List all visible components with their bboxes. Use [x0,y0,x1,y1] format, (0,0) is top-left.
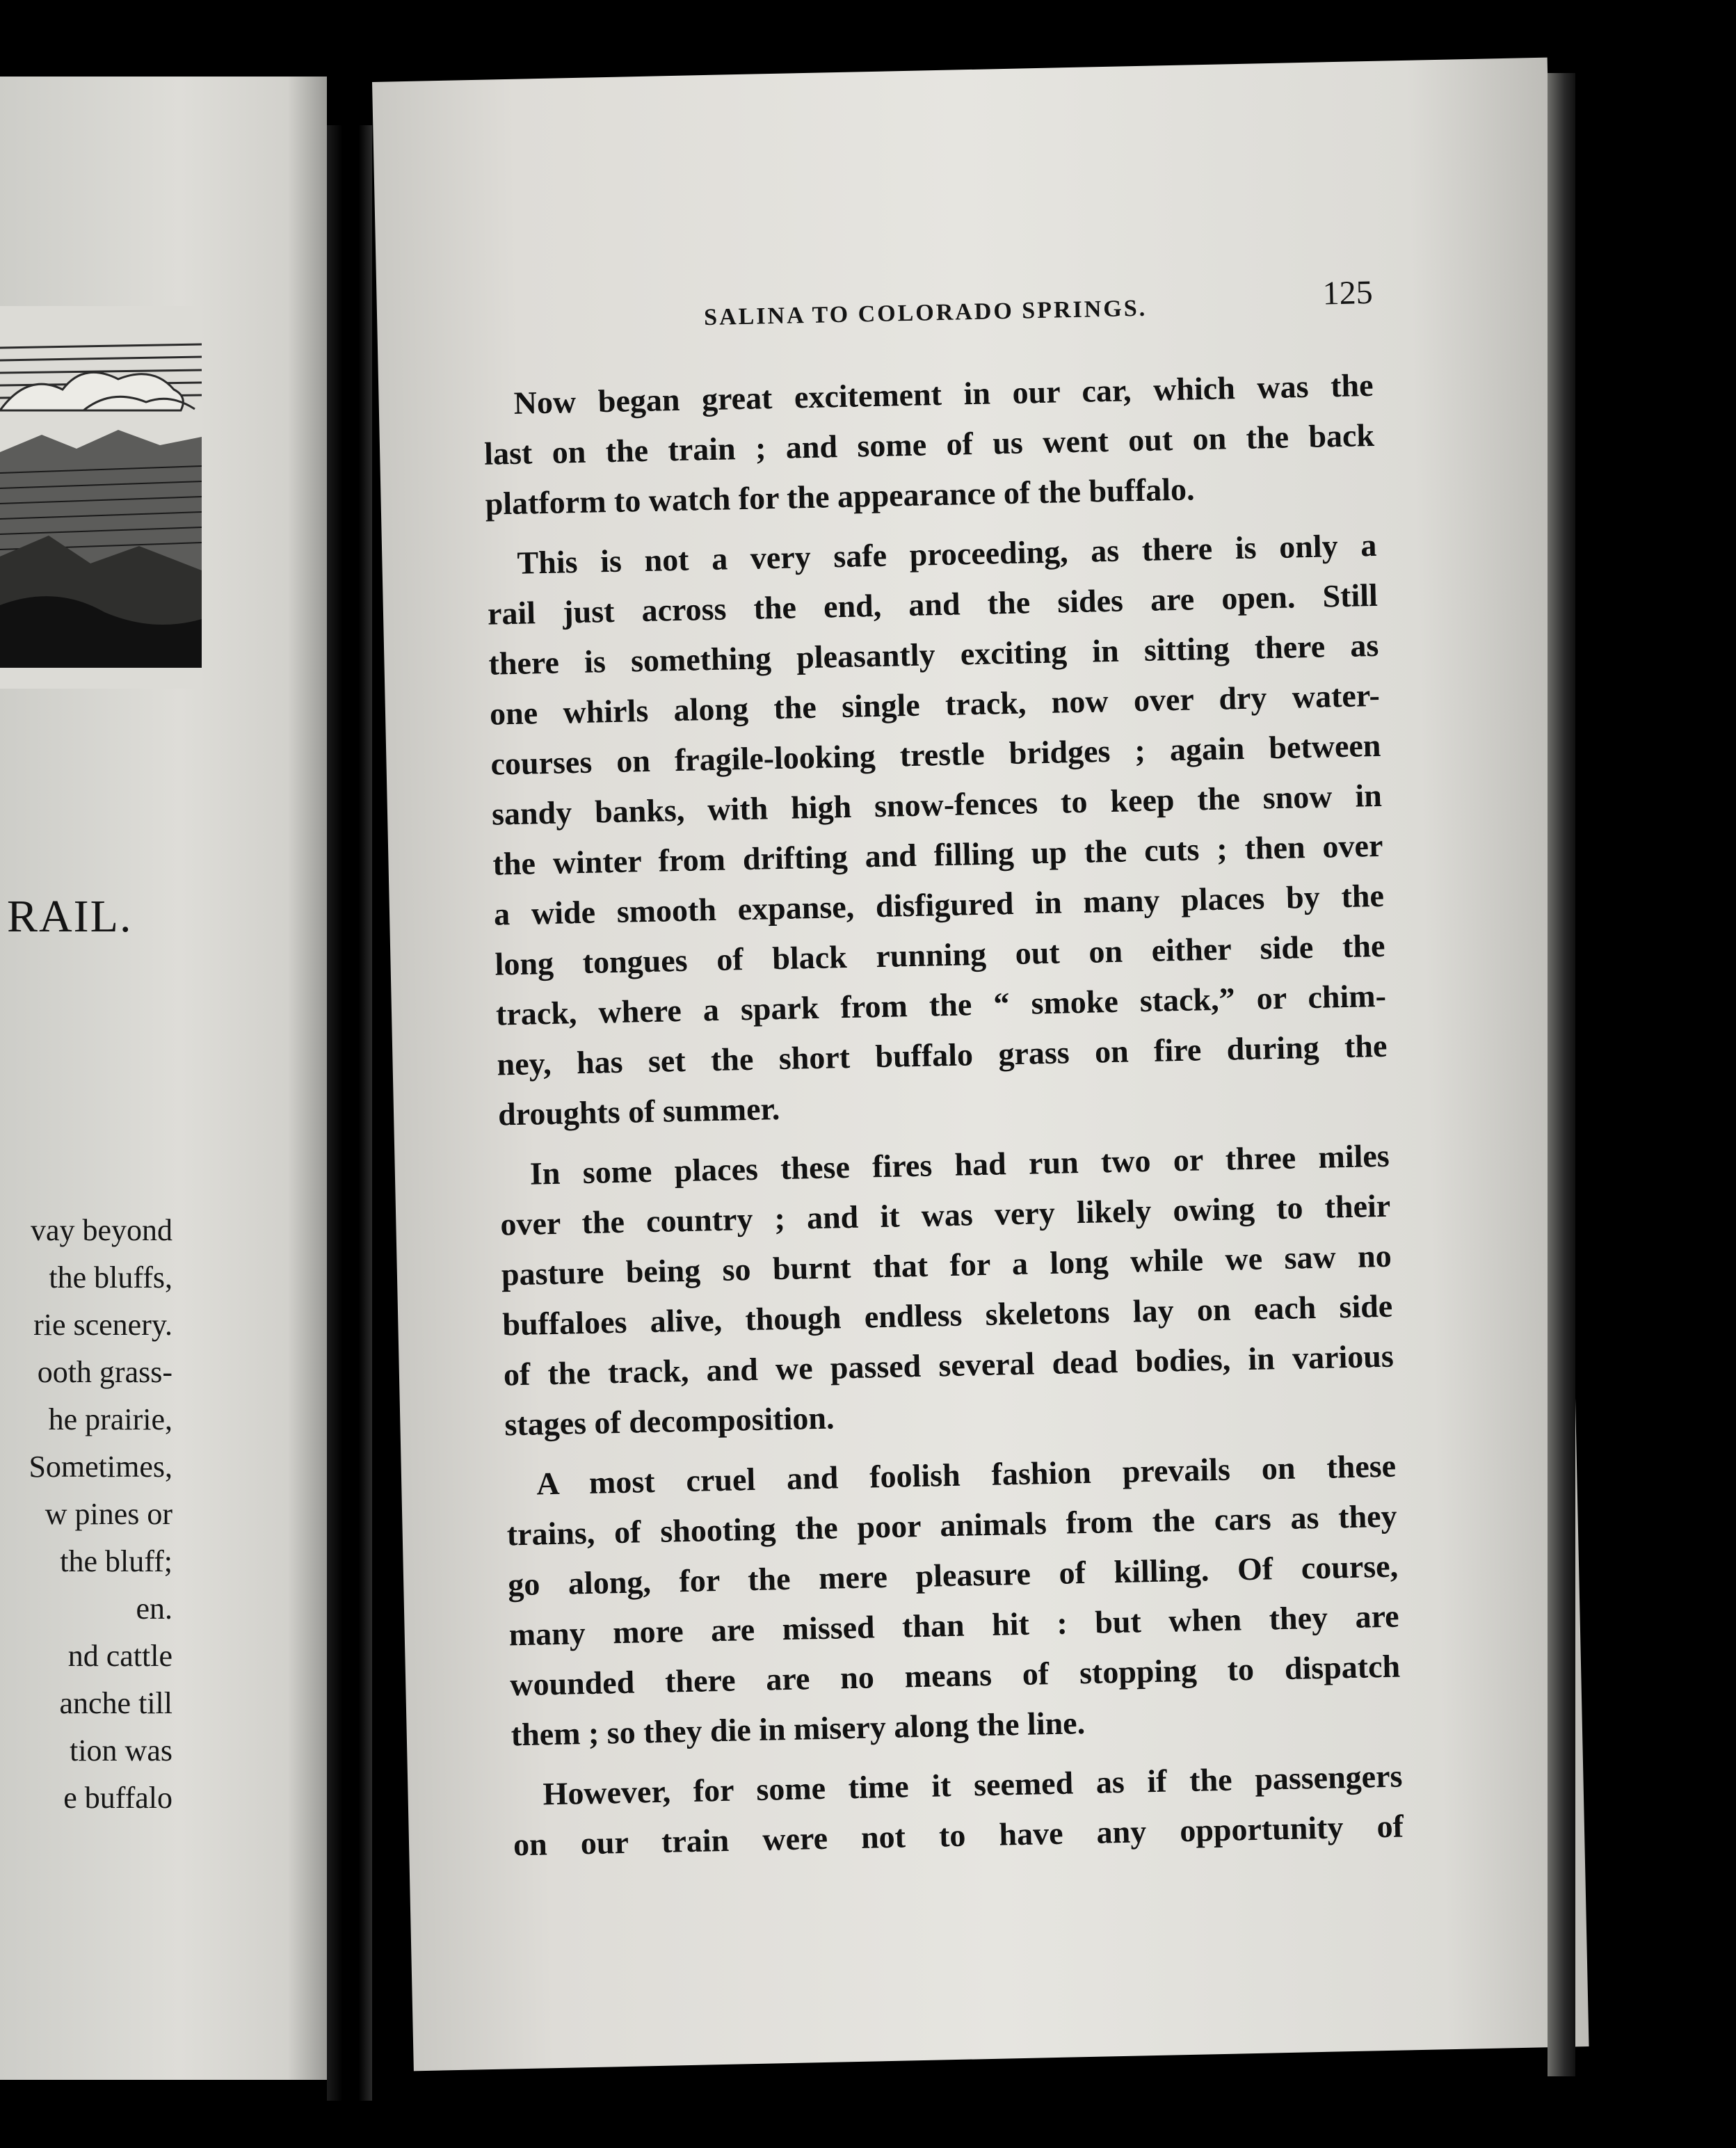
paragraph [506,1441,1402,1761]
page-number: 125 [1322,273,1374,312]
text-line: one whirls along the single track, now over dry water- [489,677,1381,732]
text-line: track, where a spark from the “ smoke stack,” or chim- [495,977,1387,1032]
text-line: there is something pleasantly exciting in sitting there as [488,627,1379,682]
left-text-line: the bluffs, [49,1260,172,1295]
paragraph [499,1131,1395,1450]
text-line: droughts of summer. [497,1091,780,1132]
text-line: sandy banks, with high snow-fences to keep the snow in [491,777,1383,832]
text-line: Now began great excitement in our car, which was the [513,367,1374,421]
left-text-line: vay beyond [30,1213,172,1247]
text-line: the winter from drifting and filling up the cuts ; then over [492,827,1383,882]
text-line: last on the train ; and some of us went out on the back [483,417,1375,472]
left-text-line: en. [136,1592,172,1626]
left-page-text [29,1207,172,1822]
text-line: A most cruel and foolish fashion prevails on these [536,1448,1397,1502]
left-text-line: nd cattle [67,1639,172,1673]
left-text-line: the bluff; [60,1544,172,1578]
text-line: on our train were not to have any opportunity of [513,1808,1404,1863]
engraving-illustration [0,306,202,689]
left-text-line: rie scenery. [33,1308,172,1342]
left-text-line: he prairie, [48,1402,172,1436]
running-head: SALINA TO COLORADO SPRINGS. [703,295,1148,331]
paragraph [483,360,1376,529]
book-gutter [327,125,372,2101]
page-body-text [483,360,1404,1880]
chapter-heading-fragment: RAIL. [7,891,133,942]
text-line: rail just across the end, and the sides are open. Still [487,577,1379,632]
text-line: long tongues of black running out on either side the [495,927,1385,982]
page-edge [1548,73,1575,2076]
text-line: platform to watch for the appearance of the buffalo. [485,471,1195,522]
left-text-line: tion was [70,1733,172,1768]
left-text-line: w pines or [45,1497,172,1531]
text-line: many more are missed than hit : but when they are [508,1598,1400,1653]
text-line: trains, of shooting the poor animals from the cars as they [506,1498,1398,1553]
paragraph [486,520,1389,1140]
text-line: over the country ; and it was very likely owing to their [499,1187,1391,1242]
right-page [372,58,1589,2071]
text-line: This is not a very safe proceeding, as there is only a [516,527,1377,581]
left-text-line: e buffalo [63,1781,172,1815]
landscape-engraving [0,306,202,689]
left-text-line: anche till [59,1686,172,1720]
text-line: them ; so they die in misery along the line. [511,1705,1086,1753]
text-line: wounded there are no means of stopping to dispatch [509,1648,1401,1703]
text-line: pasture being so burnt that for a long while we saw no [501,1237,1392,1292]
left-text-line: ooth grass- [37,1355,172,1389]
text-line: buffaloes alive, though endless skeletons lay on each side [501,1288,1393,1342]
text-line: However, for some time it seemed as if the passengers [542,1758,1403,1812]
text-line: courses on fragile-looking trestle bridges ; again between [490,727,1381,782]
text-line: go along, for the mere pleasure of killing. Of course, [507,1548,1399,1603]
text-line: In some places these fires had run two or three miles [529,1137,1390,1192]
text-line: of the track, and we passed several dead bodies, in various [503,1338,1395,1393]
text-line: stages of decomposition. [504,1400,835,1443]
paragraph [512,1752,1404,1870]
left-text-line: Sometimes, [29,1450,172,1484]
text-line: ney, has set the short buffalo grass on fire during the [497,1027,1388,1082]
text-line: a wide smooth expanse, disfigured in many places by the [493,877,1385,932]
left-page [0,77,327,2080]
